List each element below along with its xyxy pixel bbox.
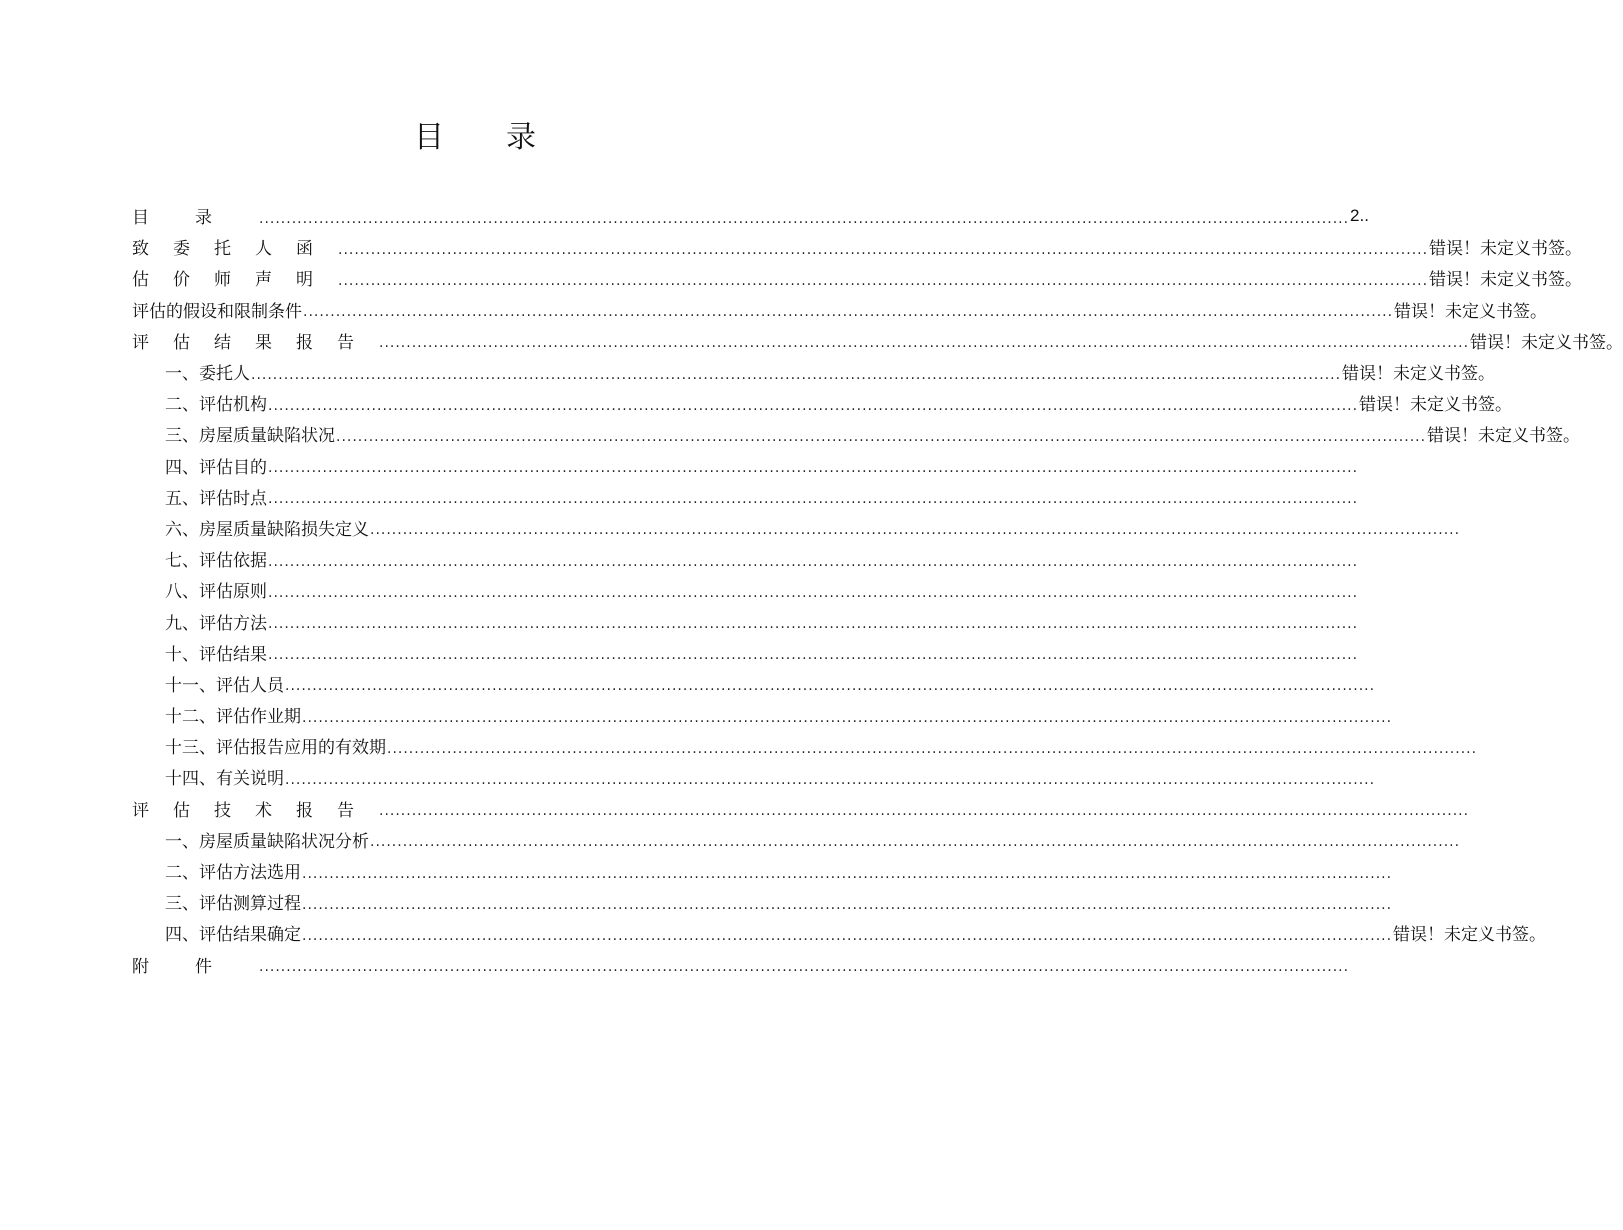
- toc-entry[interactable]: [132, 325, 1623, 356]
- toc-entry-page: 2..: [1350, 205, 1369, 225]
- toc-entry-label: 一、房屋质量缺陷状况分析: [165, 831, 369, 852]
- toc-entry[interactable]: [132, 668, 1376, 699]
- toc-entry-page: 错误！未定义书签。: [1429, 270, 1583, 291]
- toc-entry[interactable]: [132, 387, 1513, 418]
- toc-entry-label: 评估技术报告: [132, 800, 378, 821]
- toc-entry-page: 错误！未定义书签。: [1393, 925, 1547, 946]
- toc-entry-label: 一、委托人: [165, 364, 250, 385]
- toc-dot-leader: ........................................................................................................................................................................................................: [285, 678, 1376, 695]
- title-char-2: 录: [506, 120, 536, 155]
- toc-dot-leader: ........................................................................................................................................................................................................: [379, 803, 1470, 820]
- toc-entry[interactable]: [132, 699, 1393, 730]
- toc-entry[interactable]: [132, 637, 1359, 668]
- toc-entry-page: 错误！未定义书签。: [1427, 426, 1581, 447]
- toc-entry[interactable]: [132, 481, 1359, 512]
- toc-entry[interactable]: [132, 605, 1359, 636]
- toc-dot-leader: ........................................................................................................................................................................................................: [268, 491, 1359, 508]
- toc-entry-page: 错误！未定义书签。: [1394, 301, 1548, 322]
- toc-dot-leader: ........................................................................................................................................................................................................: [370, 834, 1461, 851]
- toc-entry[interactable]: [132, 200, 1369, 231]
- toc-entry[interactable]: [132, 262, 1583, 293]
- toc-entry[interactable]: [132, 574, 1359, 605]
- toc-entry[interactable]: [132, 824, 1461, 855]
- toc-entry[interactable]: [132, 886, 1393, 917]
- toc-dot-leader: ........................................................................................................................................................................................................: [387, 740, 1478, 757]
- toc-entry-label: 三、房屋质量缺陷状况: [165, 426, 335, 447]
- toc-entry[interactable]: [132, 512, 1461, 543]
- toc-dot-leader: ........................................................................................................................................................................................................: [379, 335, 1470, 352]
- toc-entry-label: 评估结果报告: [132, 332, 378, 353]
- toc-entry[interactable]: [132, 231, 1583, 262]
- title-char-1: 目: [414, 120, 444, 155]
- toc-dot-leader: ........................................................................................................................................................................................................: [336, 428, 1427, 445]
- toc-entry-label: 五、评估时点: [165, 488, 267, 509]
- toc-entry[interactable]: [132, 294, 1548, 325]
- toc-entry-label: 八、评估原则: [165, 582, 267, 603]
- toc-entry-label: 附件: [132, 956, 258, 977]
- toc-dot-leader: ........................................................................................................................................................................................................: [259, 959, 1350, 976]
- toc-dot-leader: ........................................................................................................................................................................................................: [259, 210, 1350, 227]
- toc-entry[interactable]: [132, 761, 1376, 792]
- toc-dot-leader: ........................................................................................................................................................................................................: [268, 397, 1359, 414]
- toc-dot-leader: ........................................................................................................................................................................................................: [302, 896, 1393, 913]
- toc-entry-label: 目录: [132, 208, 258, 229]
- toc-entry-label: 四、评估结果确定: [165, 925, 301, 946]
- toc-dot-leader: ........................................................................................................................................................................................................: [285, 771, 1376, 788]
- toc-entry-label: 十三、评估报告应用的有效期: [165, 738, 386, 759]
- toc-dot-leader: ........................................................................................................................................................................................................: [338, 241, 1429, 258]
- toc-entry-label: 十、评估结果: [165, 644, 267, 665]
- toc-entry-label: 四、评估目的: [165, 457, 267, 478]
- toc-entry-label: 九、评估方法: [165, 613, 267, 634]
- toc-entry-label: 六、房屋质量缺陷损失定义: [165, 519, 369, 540]
- toc-dot-leader: ........................................................................................................................................................................................................: [302, 709, 1393, 726]
- toc-entry[interactable]: [132, 855, 1393, 886]
- toc-entry-page: 错误！未定义书签。: [1470, 332, 1623, 353]
- toc-entry[interactable]: [132, 356, 1496, 387]
- toc-entry-page: 错误！未定义书签。: [1429, 239, 1583, 260]
- toc-entry-label: 十四、有关说明: [165, 769, 284, 790]
- page-title: [0, 118, 950, 158]
- toc-entry[interactable]: [132, 543, 1359, 574]
- toc-dot-leader: ........................................................................................................................................................................................................: [251, 366, 1342, 383]
- toc-entry[interactable]: [132, 917, 1547, 948]
- toc-dot-leader: ........................................................................................................................................................................................................: [370, 522, 1461, 539]
- toc-dot-leader: ........................................................................................................................................................................................................: [268, 553, 1359, 570]
- toc-entry-label: 三、评估测算过程: [165, 894, 301, 915]
- toc-entry[interactable]: [132, 793, 1470, 824]
- toc-entry-label: 二、评估方法选用: [165, 863, 301, 884]
- toc-entry[interactable]: [132, 418, 1581, 449]
- toc-entry-label: 七、评估依据: [165, 551, 267, 572]
- toc-dot-leader: ........................................................................................................................................................................................................: [302, 865, 1393, 882]
- toc-entry-page: 错误！未定义书签。: [1359, 395, 1513, 416]
- table-of-contents: [132, 200, 1623, 980]
- toc-dot-leader: ........................................................................................................................................................................................................: [338, 272, 1429, 289]
- toc-entry-label: 致委托人函: [132, 239, 337, 260]
- toc-entry-page: 错误！未定义书签。: [1342, 364, 1496, 385]
- toc-dot-leader: ........................................................................................................................................................................................................: [302, 927, 1393, 944]
- toc-dot-leader: ........................................................................................................................................................................................................: [268, 616, 1359, 633]
- toc-dot-leader: ........................................................................................................................................................................................................: [268, 460, 1359, 477]
- toc-dot-leader: ........................................................................................................................................................................................................: [268, 647, 1359, 664]
- toc-entry-label: 评估的假设和限制条件: [132, 301, 302, 322]
- toc-entry[interactable]: [132, 730, 1478, 761]
- toc-entry-label: 十二、评估作业期: [165, 707, 301, 728]
- toc-entry-label: 估价师声明: [132, 270, 337, 291]
- toc-entry-label: 二、评估机构: [165, 395, 267, 416]
- toc-entry[interactable]: [132, 949, 1350, 980]
- toc-dot-leader: ........................................................................................................................................................................................................: [303, 304, 1394, 321]
- toc-dot-leader: ........................................................................................................................................................................................................: [268, 584, 1359, 601]
- toc-entry[interactable]: [132, 450, 1359, 481]
- toc-entry-label: 十一、评估人员: [165, 675, 284, 696]
